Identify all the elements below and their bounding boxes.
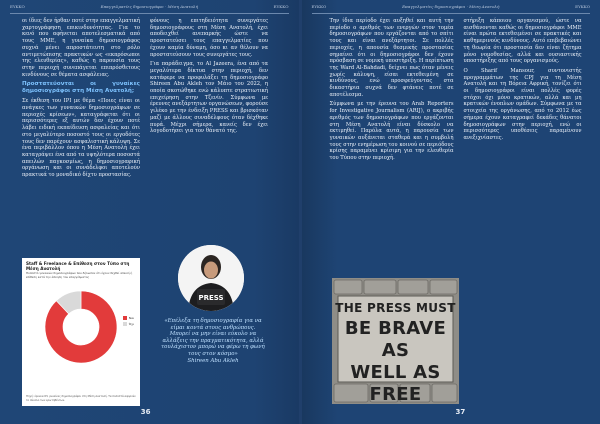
journalist-portrait-image xyxy=(178,245,244,311)
running-head-left: ΕΥΚΚΟ xyxy=(10,4,25,9)
page-number: 36 xyxy=(140,408,151,416)
legend-label: Όχι xyxy=(128,322,134,326)
press-sign-text xyxy=(332,298,459,404)
running-head-right: ΕΥΚΚΟ xyxy=(575,4,590,9)
left-column-1 xyxy=(22,18,140,182)
paragraph: Σε έκθεση του ΙΡΙ με θέμα «Ποιες είναι οι ανάγκες των γυναικών δημοσιογράφων σε περιοχές κρίσεων», καταγράφεται ότι οι περισσότερες εξ αυτών δεν έχουν ποτέ λάβει ειδική εκπαίδευση ασφαλείας και ότι στο μεγαλύτερο ποσοστό τους οι εργοδότες τους δεν παρέχουν ασφαλιστική κάλυψη. Σε ένα περιβάλλον όπου η Μέση Ανατολή έχει καταγράψει ένα από τα υψηλότερα ποσοστά απειλών παγκοσμίως, η δημοσιογραφική οργάνωση και οι συνάδελφοι αποτελούν πρακτικά το μοναδικό δίχτυ προστασίας. xyxy=(22,98,140,179)
left-page xyxy=(0,0,299,424)
page-number: 37 xyxy=(455,408,466,416)
sign-line-2: BE BRAVE AS xyxy=(344,318,447,361)
sign-line-1: THE PRESS MUST xyxy=(335,301,456,315)
running-head-right: ΕΥΚΚΟ xyxy=(273,4,289,9)
paragraph: οι ίδιες δεν ήρθαν ποτέ στην επαγγελματική χαρτογράφηση επικινδυνότητας. Για το κενό που αφήνεται αποτελεσματικά από τους ΜΜΕ, η γυναίκα δημοσιογράφος συχνά μένει απροστάτευτη στο ρόλο αντιμετώπισης πρακτικών ως «εκπρόσωποι της ελευθερίας», καθώς η παρουσία τους στην περιοχή συνεπάγεται επιπρόσθετους κινδύνους σε θέματα ασφάλειας. xyxy=(22,18,140,78)
paragraph: φόνους η επιτηδειότητα συνεργάτες δημοσιογράφους στη Μέση Ανατολή, έχει αποδειχθεί ανεπαρκής ώστε να προστατεύσει τους επαγγελματίες που έχουν καμία δύναμη, όσο κι αν θέλουν να προστατεύσουν τους συνεργάτες τους. xyxy=(150,18,268,58)
chart-legend xyxy=(123,316,134,328)
press-vest-text: PRESS xyxy=(198,294,224,302)
running-head-title: Επαγγελματίες δημοσιογράφοι · Μέση Ανατολή xyxy=(100,4,198,9)
quote-author: Shireen Abu Akleh xyxy=(187,357,239,364)
paragraph: Σύμφωνα με την έρευνα του Arab Reporters for Investigative Journalism (ARIJ), ο ακριβής αριθμός των δημοσιογράφων που εργάζονται στη Μέση Ανατολή είναι δύσκολο να εκτιμηθεί. Παρόλα αυτά, η παρουσία των γυναικών αυξάνεται σταθερά και η συμβολή τους στην ενημέρωση του κοινού σε περιόδους κρίσης παραμένει κρίσιμη για την ελευθερία του Τύπου στην περιοχή. xyxy=(329,101,454,162)
running-head-left: ΕΥΚΚΟ xyxy=(311,4,327,9)
paragraph: στήριξη κάποιου οργανισμού, ώστε να αισθάνονται καθώς οι δημοσιογράφοι ΜΜΕ είναι πρώτα εκτεθειμένοι σε πρακτικές και καθημερινούς κινδύνους. Αυτό επιβεβαιώνει τη θεωρία ότι προστασία δεν είναι ζήτημα μόνο νομοθεσίας, αλλά και ουσιαστικής υποστήριξης από τους οργανισμούς. xyxy=(463,18,582,65)
left-column-2 xyxy=(150,18,268,138)
legend-item-no xyxy=(123,322,134,326)
paragraph: Ο Sharif Mansour, συντονιστής προγραμμάτων της CPJ για τη Μέση Ανατολή και τη Βόρεια Αφρική, τονίζει ότι οι δημοσιογράφοι είναι πολλές φορές στόχοι όχι μόνο κρατικών, αλλά και μη κρατικών ένοπλων ομάδων. Σύμφωνα με τα στοιχεία της οργάνωσης, από το 2012 έως σήμερα έχουν καταγραφεί δεκάδες θάνατοι δημοσιογράφων στην περιοχή, ενώ οι περισσότερες υποθέσεις παραμένουν ανεξιχνίαστες. xyxy=(463,67,582,141)
running-head xyxy=(312,4,591,14)
chart-title: Staff & Freelance & Επίθεση στον Τύπο στη Μέση Ανατολή xyxy=(26,261,130,271)
pie-chart-figure xyxy=(22,258,140,406)
legend-label: Ναι xyxy=(128,316,134,320)
chart-subtitle: Ποσοστό γυναικών δημοσιογράφων που δήλωσαν ότι έχουν δεχθεί απειλή ή επίθεση κατά την άσκηση του επαγγέλματος xyxy=(26,271,133,279)
paragraph: Την ίδια περίοδο έχει αυξηθεί και αυτή την περίοδο ο αριθμός των ενεργών στον τομέα δημοσιογράφων που εργάζονται από το σπίτι τους και είναι ανεξάρτητοι. Σε πολλές περιοχές, η απουσία θεσμικής προστασίας σημαίνει ότι οι δημοσιογράφοι δεν έχουν πρόσβαση σε νομική υποστήριξη. Η περίπτωση της Ward Al-Bahdadi, δείχνει πως όταν μένεις χωρίς κάλυψη, είσαι εκτεθειμένη σε κινδύνους, ενώ προσφεύγοντας στα δικαστήρια συχνά δεν φτάνεις ποτέ σε αποτέλεσμα. xyxy=(329,18,454,98)
legend-swatch xyxy=(123,316,127,320)
paragraph: Για παράδειγμα, το Al Jazeera, ένα από τα μεγαλύτερα δίκτυα στην περιοχή, δεν κατάφερε να προφυλάξει τη δημοσιογράφο Shireen Abu Akleh τον Μάιο του 2022, η οποία σκοτώθηκε ενώ κάλυπτε στρατιωτική επιχείρηση στην Τζενίν. Σύμφωνα με έρευνες ανεξάρτητων οργανώσεων, φορούσε γιλέκο με την ένδειξη PRESS και βρισκόταν μαζί με άλλους συναδέλφους όταν δέχθηκε πυρά. Μέχρι σήμερα, κανείς δεν έχει λογοδοτήσει για τον θάνατό της. xyxy=(150,61,268,135)
running-head xyxy=(10,4,289,14)
legend-item-yes xyxy=(123,316,134,320)
legend-swatch xyxy=(123,322,127,326)
right-column-1 xyxy=(330,18,454,165)
right-column-2 xyxy=(464,18,582,145)
press-sign-photo xyxy=(332,278,459,404)
sign-line-3: WELL AS FREE xyxy=(350,362,441,404)
pull-quote xyxy=(160,318,266,364)
quote-text: «Επέλεξα τη δημοσιογραφία για να είμαι κοντά στους ανθρώπους. Μπορεί να μην είναι εύκολο να αλλάξεις την πραγματικότητα, αλλά τουλάχιστον μπορώ να φέρω τη φωνή τους στον κόσμο» xyxy=(161,318,265,357)
pie-chart xyxy=(42,288,120,366)
running-head-title: Επαγγελματίες δημοσιογράφοι · Μέση Ανατολή xyxy=(402,4,500,9)
section-heading: Προστατεύονται οι γυναίκες δημοσιογράφοι στη Μέση Ανατολή; xyxy=(22,81,140,95)
portrait-photo xyxy=(178,245,244,311)
chart-footnote: Πηγή: έρευνα ΙΡΙ, γυναίκες δημοσιογράφοι στη Μέση Ανατολή. Τα ποσοστά αφορούν το σύνολο των ερωτηθέντων. xyxy=(26,395,136,402)
